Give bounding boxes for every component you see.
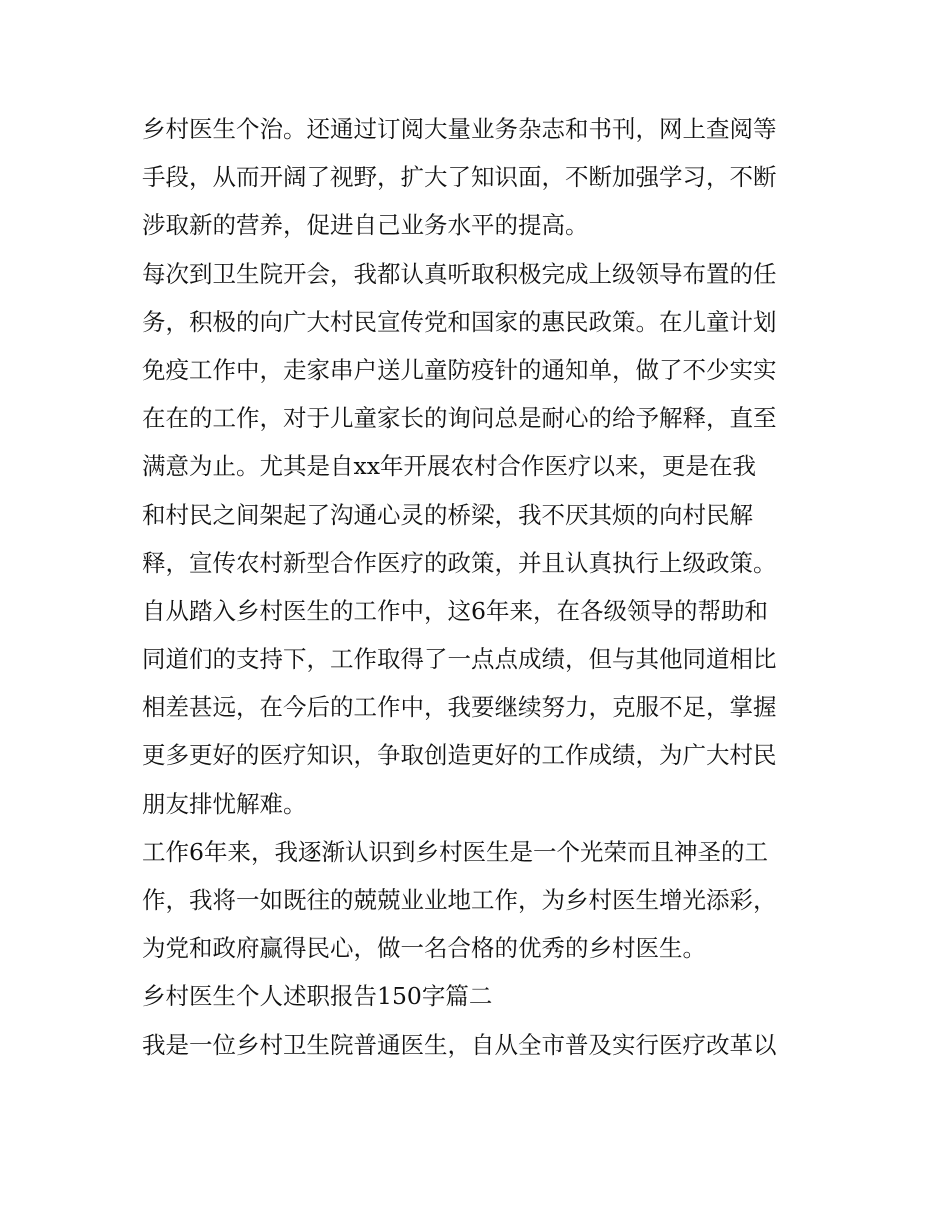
- text-line-11: 自从踏入乡村医生的工作中，这6年来，在各级领导的帮助和: [142, 596, 768, 625]
- text-line-20: 我是一位乡村卫生院普通医生，自从全市普及实行医疗改革以: [142, 1030, 777, 1059]
- text-line-6: 免疫工作中，走家串户送儿童防疫针的通知单，做了不少实实: [142, 355, 777, 384]
- text-line-13: 相差甚远，在今后的工作中，我要继续努力，克服不足，掌握: [142, 693, 777, 722]
- text-line-4: 每次到卫生院开会，我都认真听取积极完成上级领导布置的任: [142, 259, 777, 288]
- text-line-17: 作，我将一如既往的兢兢业业地工作，为乡村医生增光添彩，: [142, 886, 777, 914]
- text-line-1: 乡村医生个治。还通过订阅大量业务杂志和书刊，网上查阅等: [142, 115, 777, 143]
- text-line-15: 朋友排忧解难。: [142, 789, 307, 818]
- document-body: [142, 105, 822, 1069]
- text-line-18: 为党和政府赢得民心，做一名合格的优秀的乡村医生。: [142, 934, 706, 963]
- text-line-8: 满意为止。尤其是自xx年开展农村合作医疗以来，更是在我: [142, 452, 757, 481]
- text-line-9: 和村民之间架起了沟通心灵的桥梁，我不厌其烦的向村民解: [142, 500, 753, 529]
- text-line-14: 更多更好的医疗知识，争取创造更好的工作成绩，为广大村民: [142, 741, 777, 770]
- text-line-2: 手段，从而开阔了视野，扩大了知识面，不断加强学习，不断: [142, 163, 777, 192]
- text-line-10: 释，宣传农村新型合作医疗的政策，并且认真执行上级政策。: [142, 548, 777, 577]
- text-line-5: 务，积极的向广大村民宣传党和国家的惠民政策。在儿童计划: [142, 307, 777, 336]
- text-line-7: 在在的工作，对于儿童家长的询问总是耐心的给予解释，直至: [142, 404, 777, 433]
- text-line-16: 工作6年来，我逐渐认识到乡村医生是一个光荣而且神圣的工: [142, 837, 768, 866]
- text-line-12: 同道们的支持下，工作取得了一点点成绩，但与其他同道相比: [142, 645, 777, 674]
- section-heading: 乡村医生个人述职报告150字篇二: [142, 982, 493, 1011]
- text-line-3: 涉取新的营养，促进自己业务水平的提高。: [142, 211, 589, 240]
